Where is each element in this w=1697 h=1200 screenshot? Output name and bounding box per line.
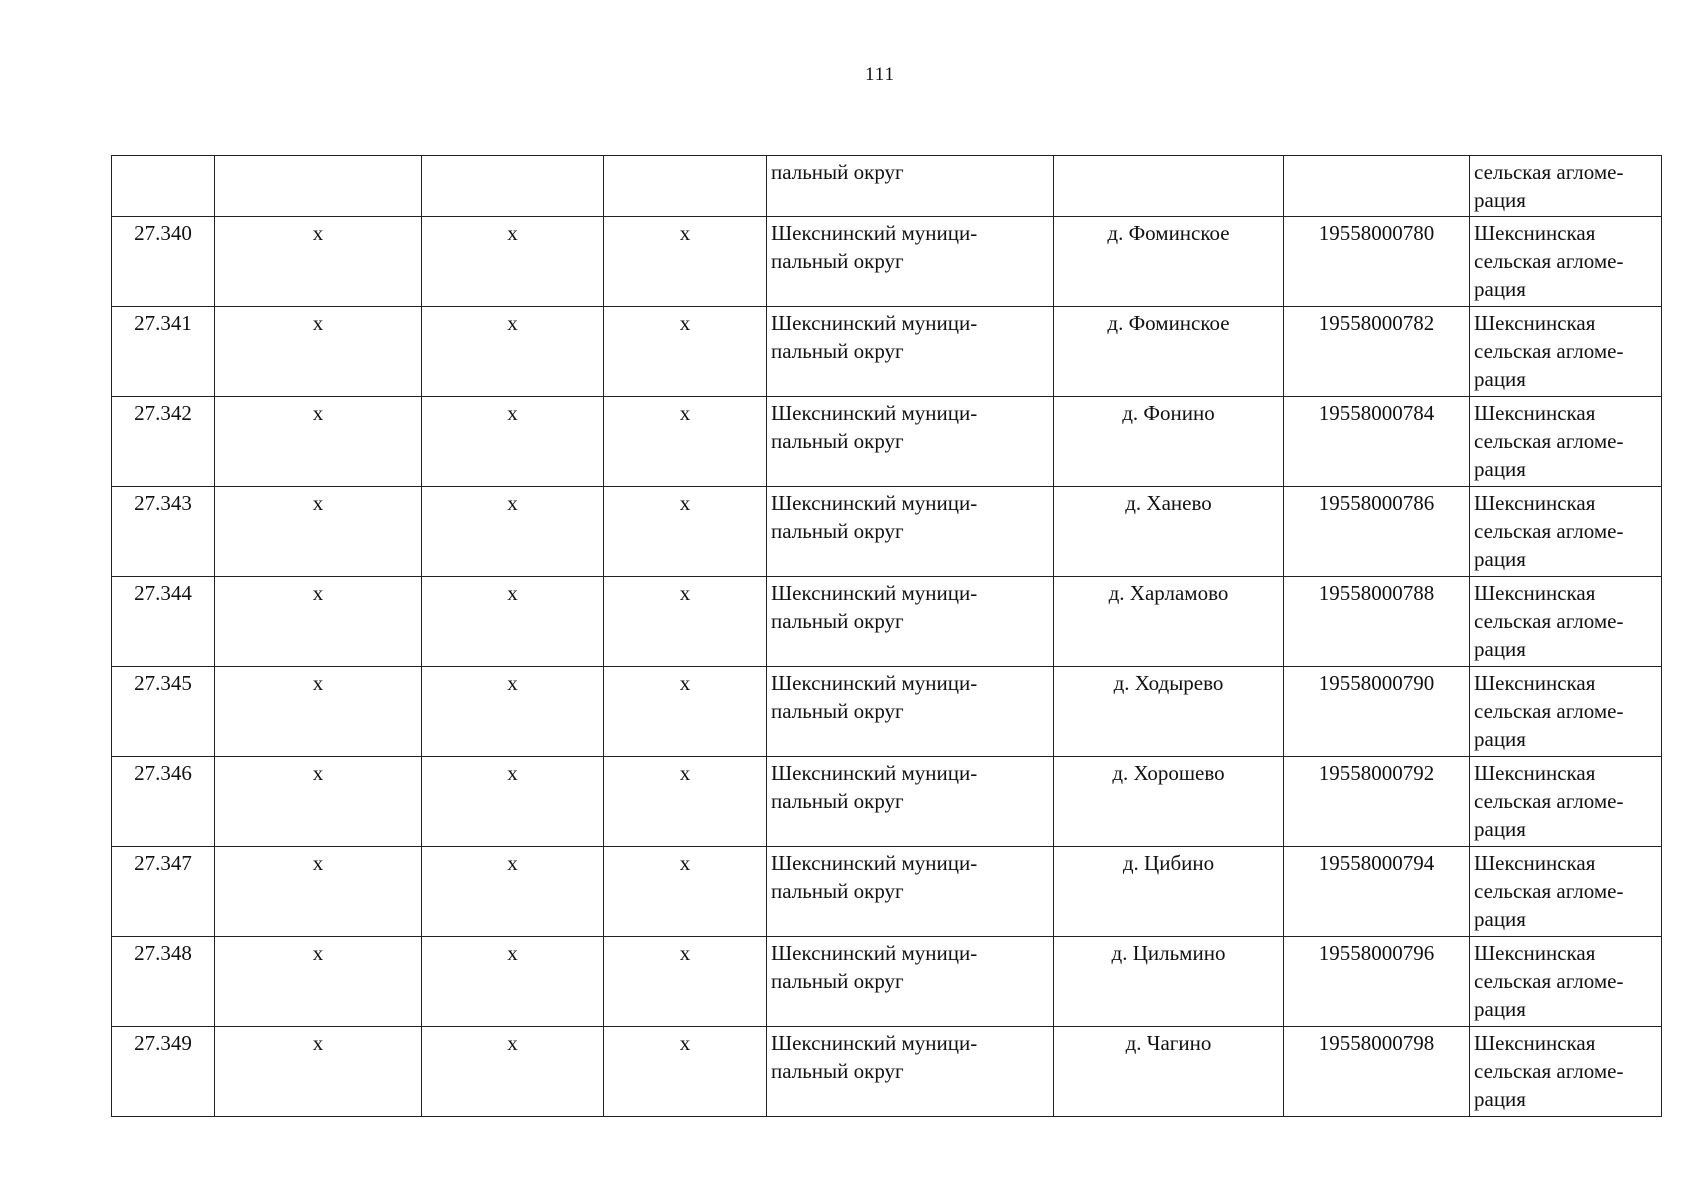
mark-cell: х bbox=[422, 577, 604, 667]
mark-cell: х bbox=[604, 487, 767, 577]
settlement-cell: д. Фоминское bbox=[1054, 307, 1284, 397]
mark-cell: х bbox=[422, 487, 604, 577]
code-cell: 19558000782 bbox=[1284, 307, 1470, 397]
table-row bbox=[112, 577, 1662, 667]
mark-cell bbox=[604, 156, 767, 217]
municipality-cell: Шекснинский муници- пальный округ bbox=[767, 1027, 1054, 1117]
code-cell: 19558000786 bbox=[1284, 487, 1470, 577]
row-number-cell: 27.340 bbox=[112, 217, 215, 307]
row-number-cell: 27.348 bbox=[112, 937, 215, 1027]
agglomeration-cell: Шекснинская сельская агломе- рация bbox=[1470, 397, 1662, 487]
code-cell: 19558000780 bbox=[1284, 217, 1470, 307]
municipality-cell: Шекснинский муници- пальный округ bbox=[767, 847, 1054, 937]
code-cell: 19558000784 bbox=[1284, 397, 1470, 487]
settlement-cell: д. Ханево bbox=[1054, 487, 1284, 577]
table-row bbox=[112, 757, 1662, 847]
code-cell bbox=[1284, 156, 1470, 217]
mark-cell: х bbox=[215, 937, 422, 1027]
mark-cell: х bbox=[604, 757, 767, 847]
table-row bbox=[112, 397, 1662, 487]
page-number: 111 bbox=[864, 64, 896, 85]
code-cell: 19558000794 bbox=[1284, 847, 1470, 937]
mark-cell: х bbox=[604, 397, 767, 487]
table-row bbox=[112, 217, 1662, 307]
mark-cell: х bbox=[604, 1027, 767, 1117]
table-row bbox=[112, 667, 1662, 757]
row-number-cell: 27.347 bbox=[112, 847, 215, 937]
agglomeration-cell: Шекснинская сельская агломе- рация bbox=[1470, 307, 1662, 397]
settlement-cell: д. Чагино bbox=[1054, 1027, 1284, 1117]
mark-cell: х bbox=[422, 1027, 604, 1117]
municipality-cell: Шекснинский муници- пальный округ bbox=[767, 937, 1054, 1027]
table-body bbox=[112, 156, 1662, 1117]
settlement-cell: д. Цибино bbox=[1054, 847, 1284, 937]
mark-cell: х bbox=[215, 487, 422, 577]
row-number-cell: 27.343 bbox=[112, 487, 215, 577]
mark-cell: х bbox=[422, 667, 604, 757]
mark-cell: х bbox=[422, 937, 604, 1027]
settlement-cell: д. Фонино bbox=[1054, 397, 1284, 487]
row-number-cell bbox=[112, 156, 215, 217]
agglomeration-cell: Шекснинская сельская агломе- рация bbox=[1470, 847, 1662, 937]
municipality-cell: Шекснинский муници- пальный округ bbox=[767, 757, 1054, 847]
code-cell: 19558000788 bbox=[1284, 577, 1470, 667]
code-cell: 19558000796 bbox=[1284, 937, 1470, 1027]
municipality-cell: Шекснинский муници- пальный округ bbox=[767, 397, 1054, 487]
row-number-cell: 27.349 bbox=[112, 1027, 215, 1117]
agglomeration-cell: Шекснинская сельская агломе- рация bbox=[1470, 217, 1662, 307]
agglomeration-cell: сельская агломе- рация bbox=[1470, 156, 1662, 217]
municipality-cell: Шекснинский муници- пальный округ bbox=[767, 307, 1054, 397]
mark-cell: х bbox=[422, 397, 604, 487]
code-cell: 19558000792 bbox=[1284, 757, 1470, 847]
mark-cell: х bbox=[422, 307, 604, 397]
table-row-continuation bbox=[112, 156, 1662, 217]
mark-cell: х bbox=[604, 937, 767, 1027]
row-number-cell: 27.344 bbox=[112, 577, 215, 667]
row-number-cell: 27.345 bbox=[112, 667, 215, 757]
mark-cell: х bbox=[215, 757, 422, 847]
municipality-cell: Шекснинский муници- пальный округ bbox=[767, 667, 1054, 757]
settlement-cell: д. Ходырево bbox=[1054, 667, 1284, 757]
settlement-cell: д. Цильмино bbox=[1054, 937, 1284, 1027]
row-number-cell: 27.346 bbox=[112, 757, 215, 847]
agglomeration-cell: Шекснинская сельская агломе- рация bbox=[1470, 1027, 1662, 1117]
municipality-cell: Шекснинский муници- пальный округ bbox=[767, 487, 1054, 577]
table-row bbox=[112, 487, 1662, 577]
mark-cell: х bbox=[215, 577, 422, 667]
row-number-cell: 27.342 bbox=[112, 397, 215, 487]
mark-cell: х bbox=[604, 847, 767, 937]
municipality-cell: Шекснинский муници- пальный округ bbox=[767, 577, 1054, 667]
mark-cell bbox=[422, 156, 604, 217]
agglomeration-cell: Шекснинская сельская агломе- рация bbox=[1470, 667, 1662, 757]
settlement-cell: д. Фоминское bbox=[1054, 217, 1284, 307]
agglomeration-cell: Шекснинская сельская агломе- рация bbox=[1470, 577, 1662, 667]
code-cell: 19558000798 bbox=[1284, 1027, 1470, 1117]
agglomeration-cell: Шекснинская сельская агломе- рация bbox=[1470, 487, 1662, 577]
mark-cell: х bbox=[604, 577, 767, 667]
municipality-cell: пальный округ bbox=[767, 156, 1054, 217]
mark-cell bbox=[215, 156, 422, 217]
table-row bbox=[112, 937, 1662, 1027]
municipality-cell: Шекснинский муници- пальный округ bbox=[767, 217, 1054, 307]
agglomeration-cell: Шекснинская сельская агломе- рация bbox=[1470, 937, 1662, 1027]
mark-cell: х bbox=[604, 307, 767, 397]
mark-cell: х bbox=[422, 847, 604, 937]
settlement-cell: д. Харламово bbox=[1054, 577, 1284, 667]
mark-cell: х bbox=[604, 667, 767, 757]
table-row bbox=[112, 1027, 1662, 1117]
mark-cell: х bbox=[215, 1027, 422, 1117]
mark-cell: х bbox=[215, 667, 422, 757]
mark-cell: х bbox=[422, 757, 604, 847]
code-cell: 19558000790 bbox=[1284, 667, 1470, 757]
registry-table bbox=[111, 155, 1662, 1117]
table-row bbox=[112, 847, 1662, 937]
mark-cell: х bbox=[604, 217, 767, 307]
mark-cell: х bbox=[215, 847, 422, 937]
mark-cell: х bbox=[215, 307, 422, 397]
settlement-cell bbox=[1054, 156, 1284, 217]
table-row bbox=[112, 307, 1662, 397]
row-number-cell: 27.341 bbox=[112, 307, 215, 397]
mark-cell: х bbox=[422, 217, 604, 307]
agglomeration-cell: Шекснинская сельская агломе- рация bbox=[1470, 757, 1662, 847]
settlement-cell: д. Хорошево bbox=[1054, 757, 1284, 847]
mark-cell: х bbox=[215, 217, 422, 307]
mark-cell: х bbox=[215, 397, 422, 487]
